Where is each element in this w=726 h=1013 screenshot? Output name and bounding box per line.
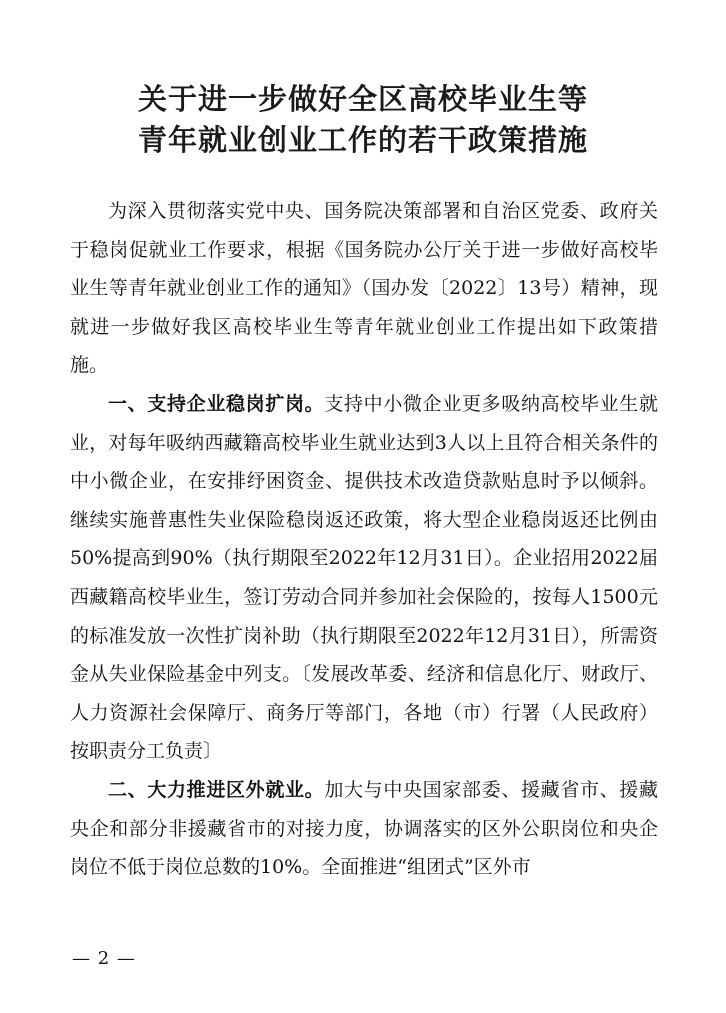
document-title-line-1: 关于进一步做好全区高校毕业生等 xyxy=(137,82,588,116)
section-paragraph-1 xyxy=(70,385,658,771)
section-text-2: 加大与中央国家部委、援藏省市、援藏央企和部分非援藏省市的对接力度，协调落实的区外公职岗位和央企岗位不低于岗位总数的10%。全面推进“组团式”区外市 xyxy=(70,778,658,879)
intro-paragraph: 为深入贯彻落实党中央、国务院决策部署和自治区党委、政府关于稳岗促就业工作要求，根据《国务院办公厅关于进一步做好高校毕业生等青年就业创业工作的通知》（国办发〔2022〕13号）精神，现就进一步做好我区高校毕业生等青年就业创业工作提出如下政策措施。 xyxy=(70,200,658,377)
section-heading-2: 二、大力推进区外就业。 xyxy=(108,778,325,801)
section-heading-1: 一、支持企业稳岗扩岗。 xyxy=(108,392,325,415)
section-paragraph-2 xyxy=(70,771,658,887)
page-number: — 2 — xyxy=(72,948,136,969)
section-text-1: 支持中小微企业更多吸纳高校毕业生就业，对每年吸纳西藏籍高校毕业生就业达到3人以上且符合相关条件的中小微企业，在安排纾困资金、提供技术改造贷款贴息时予以倾斜。继续实施普惠性失业保险稳岗返还政策，将大型企业稳岗返还比例由50%提高到90%（执行期限至2022年12月31日）。企业招用2022届西藏籍高校毕业生，签订劳动合同并参加社会保险的，按每人1500元的标准发放一次性扩岗补助（执行期限至2022年12月31日），所需资金从失业保险基金中列支。〔发展改革委、经济和信息化厅、财政厅、人力资源社会保障厅、商务厅等部门，各地（市）行署（人民政府）按职责分工负责〕 xyxy=(70,392,658,763)
document-body xyxy=(70,192,658,887)
document-title-line-2: 青年就业创业工作的若干政策措施 xyxy=(137,123,588,157)
